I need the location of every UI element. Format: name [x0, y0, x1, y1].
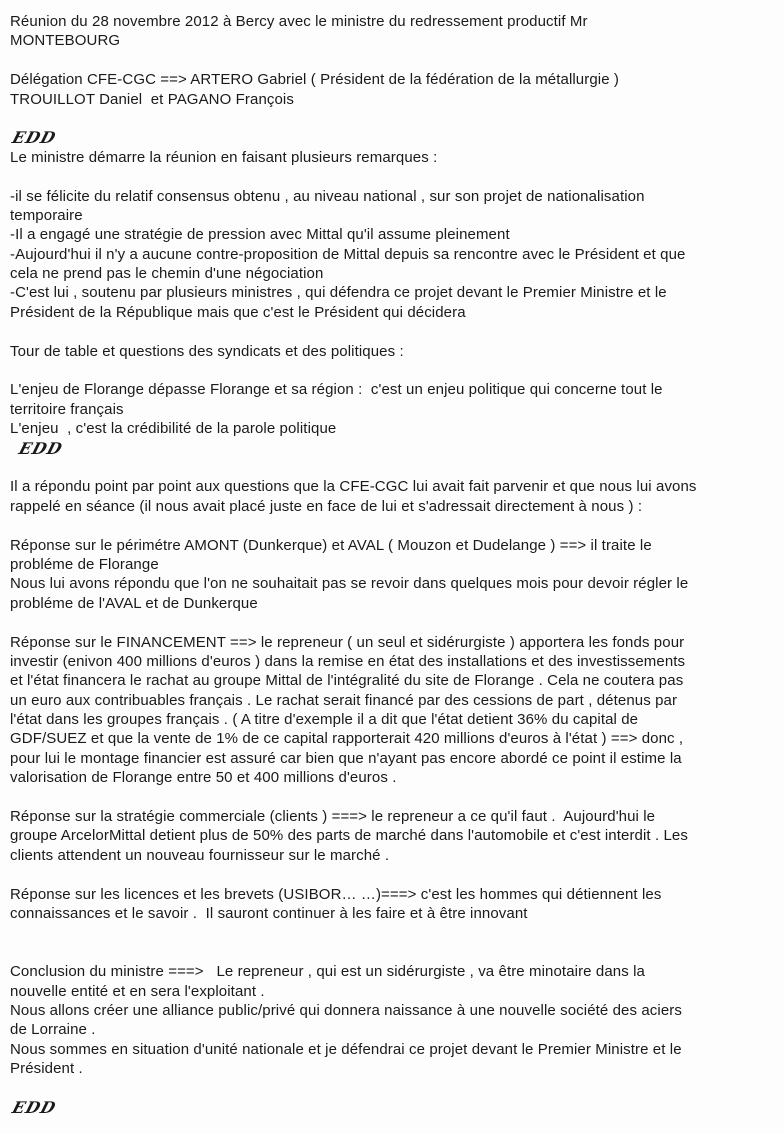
- blank-line: [10, 51, 776, 70]
- text-line: -C'est lui , soutenu par plusieurs ministres , qui défendra ce projet devant le Premier Ministre et le: [10, 284, 667, 302]
- signature-initials: EDD: [10, 1097, 59, 1117]
- text-line: cela ne prend pas le chemin d'une négociation: [10, 265, 324, 283]
- blank-line: [10, 943, 776, 962]
- signature-line: [10, 128, 776, 147]
- text-line: groupe ArcelorMittal detient plus de 50% des parts de marché dans l'automobile et c'est interdit . Les: [10, 827, 688, 845]
- text-line: de Lorraine .: [10, 1021, 96, 1039]
- text-line: -Il a engagé une stratégie de pression avec Mittal qu'il assume pleinement: [10, 226, 510, 244]
- text-line: TROUILLOT Daniel et PAGANO François: [10, 90, 294, 108]
- text-line: un euro aux contribuables français . Le rachat serait financé par des cessions de part , détenus par: [10, 691, 678, 709]
- blank-line: [10, 1078, 776, 1097]
- text-line: temporaire: [10, 206, 83, 224]
- text-line: -Aujourd'hui il n'y a aucune contre-proposition de Mittal depuis sa rencontre avec le Président et que: [10, 245, 686, 263]
- blank-line: [10, 516, 776, 535]
- text-line: Président de la République mais que c'est le Président qui décidera: [10, 303, 466, 321]
- text-line: et l'état financera le rachat au groupe Mittal de l'intégralité du site de Florange . Cela ne coutera pas: [10, 672, 684, 690]
- text-line: GDF/SUEZ et que la vente de 1% de ce capital rapporterait 420 millions d'euros à l'état ) ==> donc ,: [10, 730, 684, 748]
- text-line: clients attendent un nouveau fournisseur sur le marché .: [10, 846, 390, 864]
- text-line: Président .: [10, 1060, 83, 1078]
- text-line: Le ministre démarre la réunion en faisant plusieurs remarques :: [10, 148, 438, 166]
- text-line: -il se félicite du relatif consensus obtenu , au niveau national , sur son projet de nationalisation: [10, 187, 645, 205]
- signature-initials: EDD: [10, 438, 66, 458]
- signature-line: [10, 439, 776, 458]
- text-line: Réponse sur les licences et les brevets (USIBOR… …)===> c'est les hommes qui détiennent les: [10, 885, 662, 903]
- blank-line: [10, 322, 776, 341]
- signature-line: [10, 1098, 776, 1117]
- text-line: Nous sommes en situation d'unité nationale et je défendrai ce projet devant le Premier Ministre et le: [10, 1040, 682, 1058]
- text-line: L'enjeu , c'est la crédibilité de la parole politique: [10, 420, 337, 438]
- text-line: Il a répondu point par point aux questions que la CFE-CGC lui avait fait parvenir et que nous lui avons: [10, 478, 697, 496]
- text-line: pour lui le montage financier est assuré car bien que n'ayant pas encore abordé ce point il estime la: [10, 749, 682, 767]
- text-line: probléme de l'AVAL et de Dunkerque: [10, 594, 258, 612]
- text-line: l'état dans les groupes français . ( A titre d'exemple il a dit que l'état detient 36% du capital de: [10, 711, 639, 729]
- text-line: territoire français: [10, 400, 124, 418]
- text-line: Nous allons créer une alliance public/privé qui donnera naissance à une nouvelle société des aciers: [10, 1001, 682, 1019]
- text-line: Nous lui avons répondu que l'on ne souhaitait pas se revoir dans quelques mois pour devoir régler le: [10, 575, 689, 593]
- blank-line: [10, 109, 776, 128]
- blank-line: [10, 865, 776, 884]
- blank-line: [10, 613, 776, 632]
- text-line: Délégation CFE-CGC ==> ARTERO Gabriel ( Président de la fédération de la métallurgie ): [10, 71, 620, 89]
- text-line: Tour de table et questions des syndicats et des politiques :: [10, 342, 404, 360]
- blank-line: [10, 458, 776, 477]
- blank-line: [10, 167, 776, 186]
- text-line: Réunion du 28 novembre 2012 à Bercy avec le ministre du redressement productif Mr: [10, 13, 588, 30]
- text-line: MONTEBOURG: [10, 32, 121, 50]
- text-line: rappelé en séance (il nous avait placé juste en face de lui et s'adressait directement à nous ) :: [10, 497, 643, 515]
- text-line: connaissances et le savoir . Il sauront continuer à les faire et à être innovant: [10, 904, 528, 922]
- text-line: nouvelle entité et en sera l'exploitant .: [10, 982, 265, 1000]
- blank-line: [10, 923, 776, 942]
- text-line: Conclusion du ministre ===> Le repreneur , qui est un sidérurgiste , va être minotaire dans la: [10, 963, 645, 981]
- text-line: valorisation de Florange entre 50 et 400 millions d'euros .: [10, 769, 397, 787]
- text-line: Réponse sur le périmétre AMONT (Dunkerque) et AVAL ( Mouzon et Dudelange ) ==> il traite le: [10, 536, 652, 554]
- text-line: investir (enivon 400 millions d'euros ) dans la remise en état des installations et des investissements: [10, 652, 686, 670]
- text-line: probléme de Florange: [10, 555, 159, 573]
- blank-line: [10, 361, 776, 380]
- text-line: L'enjeu de Florange dépasse Florange et sa région : c'est un enjeu politique qui concerne tout le: [10, 381, 663, 399]
- signature-initials: EDD: [10, 128, 59, 148]
- text-line: Réponse sur le FINANCEMENT ==> le repreneur ( un seul et sidérurgiste ) apportera les fonds pour: [10, 633, 685, 651]
- text-line: Réponse sur la stratégie commerciale (clients ) ===> le repreneur a ce qu'il faut . Aujourd'hui le: [10, 808, 656, 826]
- blank-line: [10, 788, 776, 807]
